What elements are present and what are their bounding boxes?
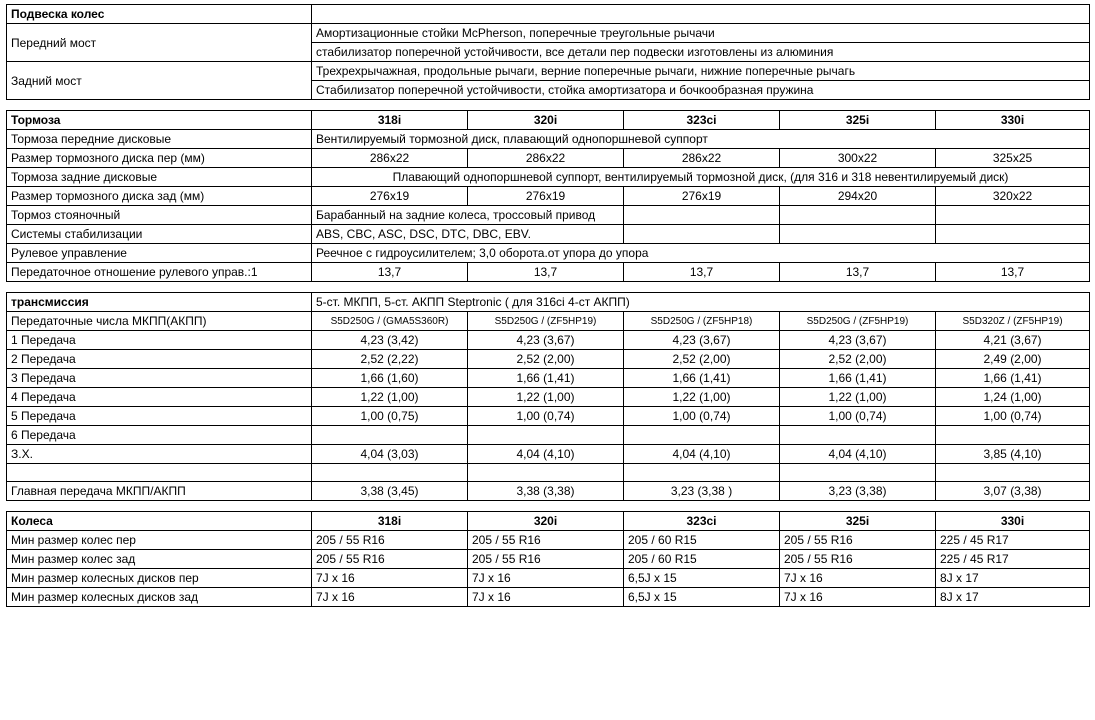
empty-cell <box>624 206 780 225</box>
row-value: 1,24 (1,00) <box>936 388 1090 407</box>
model-header: 325i <box>780 111 936 130</box>
row-value <box>468 464 624 482</box>
table-row <box>7 244 1090 263</box>
row-value: 13,7 <box>936 263 1090 282</box>
row-value: 300х22 <box>780 149 936 168</box>
table-row <box>7 130 1090 149</box>
row-value: 4,21 (3,67) <box>936 331 1090 350</box>
table-row <box>7 312 1090 331</box>
row-value: 4,23 (3,67) <box>468 331 624 350</box>
row-value: 1,00 (0,74) <box>468 407 624 426</box>
row-value: S5D250G / (GMA5S360R) <box>312 312 468 331</box>
row-value: 4,23 (3,67) <box>780 331 936 350</box>
section-title: Подвеска колес <box>7 5 312 24</box>
row-value: ABS, CBC, ASC, DSC, DTC, DBC, EBV. <box>312 225 624 244</box>
row-value: 1,22 (1,00) <box>312 388 468 407</box>
empty-cell <box>312 5 1090 24</box>
row-label: Мин размер колесных дисков зад <box>7 588 312 607</box>
row-value: 276х19 <box>468 187 624 206</box>
row-label: 4 Передача <box>7 388 312 407</box>
empty-cell <box>936 206 1090 225</box>
row-label: Передний мост <box>7 24 312 62</box>
row-value: Вентилируемый тормозной диск, плавающий однопоршневой суппорт <box>312 130 1090 149</box>
row-label: 6 Передача <box>7 426 312 445</box>
table-row <box>7 569 1090 588</box>
row-value: 225 / 45 R17 <box>936 550 1090 569</box>
model-header: 318i <box>312 111 468 130</box>
brakes-table <box>6 110 1090 282</box>
row-value <box>624 464 780 482</box>
model-header: 323ci <box>624 512 780 531</box>
row-value: 8J x 17 <box>936 569 1090 588</box>
model-header: 325i <box>780 512 936 531</box>
row-value: 2,52 (2,22) <box>312 350 468 369</box>
table-row <box>7 168 1090 187</box>
row-value: 225 / 45 R17 <box>936 531 1090 550</box>
model-header: 318i <box>312 512 468 531</box>
row-label: Тормоза передние дисковые <box>7 130 312 149</box>
row-value: 325х25 <box>936 149 1090 168</box>
model-header: 330i <box>936 512 1090 531</box>
table-row <box>7 187 1090 206</box>
row-value: 4,23 (3,42) <box>312 331 468 350</box>
row-label: 3 Передача <box>7 369 312 388</box>
row-label: Системы стабилизации <box>7 225 312 244</box>
table-row <box>7 369 1090 388</box>
row-value: 7J x 16 <box>780 588 936 607</box>
row-label: Задний мост <box>7 62 312 100</box>
table-row <box>7 512 1090 531</box>
row-value: 4,04 (4,10) <box>624 445 780 464</box>
row-value: 7J x 16 <box>780 569 936 588</box>
row-label: Передаточное отношение рулевого управ.:1 <box>7 263 312 282</box>
row-label: Передаточные числа МКПП(АКПП) <box>7 312 312 331</box>
row-value: 1,66 (1,60) <box>312 369 468 388</box>
table-row <box>7 407 1090 426</box>
row-value: 205 / 60 R15 <box>624 550 780 569</box>
row-value: 4,04 (4,10) <box>468 445 624 464</box>
row-label: Мин размер колесных дисков пер <box>7 569 312 588</box>
row-value: 1,66 (1,41) <box>624 369 780 388</box>
row-value <box>780 464 936 482</box>
table-row <box>7 445 1090 464</box>
row-value: 3,38 (3,38) <box>468 482 624 501</box>
row-value: 8J x 17 <box>936 588 1090 607</box>
table-row <box>7 206 1090 225</box>
row-value: 7J x 16 <box>312 569 468 588</box>
row-value: 13,7 <box>312 263 468 282</box>
row-value: 2,52 (2,00) <box>780 350 936 369</box>
row-value: S5D250G / (ZF5HP19) <box>780 312 936 331</box>
row-label: Мин размер колес зад <box>7 550 312 569</box>
table-row <box>7 550 1090 569</box>
row-label: Размер тормозного диска зад (мм) <box>7 187 312 206</box>
empty-cell <box>780 206 936 225</box>
section-title: трансмиссия <box>7 293 312 312</box>
row-value: 205 / 55 R16 <box>468 531 624 550</box>
table-row <box>7 225 1090 244</box>
row-value: 205 / 55 R16 <box>780 550 936 569</box>
table-row <box>7 293 1090 312</box>
model-header: 320i <box>468 512 624 531</box>
row-label: Тормоз стояночный <box>7 206 312 225</box>
model-header: 320i <box>468 111 624 130</box>
row-value: 7J x 16 <box>312 588 468 607</box>
row-value: 4,23 (3,67) <box>624 331 780 350</box>
table-row <box>7 149 1090 168</box>
row-value <box>936 426 1090 445</box>
row-value: 2,52 (2,00) <box>624 350 780 369</box>
row-value: 1,00 (0,74) <box>780 407 936 426</box>
row-value <box>468 426 624 445</box>
row-label: Главная передача МКПП/АКПП <box>7 482 312 501</box>
row-value: 286х22 <box>312 149 468 168</box>
row-value: 1,22 (1,00) <box>468 388 624 407</box>
row-label: Размер тормозного диска пер (мм) <box>7 149 312 168</box>
section-title: Тормоза <box>7 111 312 130</box>
model-header: 330i <box>936 111 1090 130</box>
row-value: 4,04 (3,03) <box>312 445 468 464</box>
row-label: З.Х. <box>7 445 312 464</box>
row-label <box>7 464 312 482</box>
row-value: S5D250G / (ZF5HP18) <box>624 312 780 331</box>
row-value: 3,07 (3,38) <box>936 482 1090 501</box>
row-value <box>780 426 936 445</box>
row-value: 1,00 (0,74) <box>936 407 1090 426</box>
empty-cell <box>780 225 936 244</box>
row-value: 3,38 (3,45) <box>312 482 468 501</box>
row-value: 6,5J x 15 <box>624 569 780 588</box>
table-row <box>7 426 1090 445</box>
row-value: 1,22 (1,00) <box>780 388 936 407</box>
transmission-table <box>6 292 1090 501</box>
wheels-table <box>6 511 1090 607</box>
row-value: 205 / 55 R16 <box>312 550 468 569</box>
row-value: Реечное с гидроусилителем; 3,0 оборота.от упора до упора <box>312 244 1090 263</box>
row-value: Стабилизатор поперечной устойчивости, стойка амортизатора и бочкообразная пружина <box>312 81 1090 100</box>
row-value: 205 / 55 R16 <box>312 531 468 550</box>
row-value: 286х22 <box>624 149 780 168</box>
empty-cell <box>624 225 780 244</box>
row-label: 1 Передача <box>7 331 312 350</box>
row-value <box>312 426 468 445</box>
table-row <box>7 263 1090 282</box>
row-label: 5 Передача <box>7 407 312 426</box>
row-value: 276х19 <box>624 187 780 206</box>
row-value: Плавающий однопоршневой суппорт, вентилируемый тормозной диск, (для 316 и 318 невентилируемый диск) <box>312 168 1090 187</box>
row-value: Амортизационные стойки McPherson, поперечные треугольные рычачи <box>312 24 1090 43</box>
row-value: S5D250G / (ZF5HP19) <box>468 312 624 331</box>
row-value: 13,7 <box>624 263 780 282</box>
row-value: 320х22 <box>936 187 1090 206</box>
row-value: 3,23 (3,38) <box>780 482 936 501</box>
row-value: 6,5J x 15 <box>624 588 780 607</box>
row-value: 1,66 (1,41) <box>468 369 624 388</box>
row-value: 1,66 (1,41) <box>780 369 936 388</box>
row-value: 3,23 (3,38 ) <box>624 482 780 501</box>
empty-cell <box>936 225 1090 244</box>
row-value <box>312 464 468 482</box>
row-value: 1,66 (1,41) <box>936 369 1090 388</box>
row-value: 7J x 16 <box>468 569 624 588</box>
section-title: Колеса <box>7 512 312 531</box>
row-value: 2,52 (2,00) <box>468 350 624 369</box>
row-value: 276х19 <box>312 187 468 206</box>
row-value: 3,85 (4,10) <box>936 445 1090 464</box>
table-row <box>7 62 1090 81</box>
row-value <box>624 426 780 445</box>
table-row <box>7 588 1090 607</box>
row-label: Рулевое управление <box>7 244 312 263</box>
row-value: 5-ст. МКПП, 5-ст. АКПП Steptronic ( для 316ci 4-ст АКПП) <box>312 293 1090 312</box>
row-value <box>936 464 1090 482</box>
row-value: Трехрехрычажная, продольные рычаги, верние поперечные рычаги, нижние поперечные рычагь <box>312 62 1090 81</box>
table-row <box>7 531 1090 550</box>
row-value: 1,00 (0,75) <box>312 407 468 426</box>
table-row <box>7 24 1090 43</box>
row-value: 1,22 (1,00) <box>624 388 780 407</box>
table-row <box>7 331 1090 350</box>
suspension-table <box>6 4 1090 100</box>
table-row <box>7 482 1090 501</box>
row-value: 13,7 <box>780 263 936 282</box>
row-value: 205 / 55 R16 <box>468 550 624 569</box>
row-value: 1,00 (0,74) <box>624 407 780 426</box>
table-row <box>7 5 1090 24</box>
table-row <box>7 350 1090 369</box>
table-row <box>7 388 1090 407</box>
row-value: S5D320Z / (ZF5HP19) <box>936 312 1090 331</box>
row-label: Мин размер колес пер <box>7 531 312 550</box>
row-value: 2,49 (2,00) <box>936 350 1090 369</box>
row-label: 2 Передача <box>7 350 312 369</box>
row-value: стабилизатор поперечной устойчивости, все детали пер подвески изготовлены из алюминия <box>312 43 1090 62</box>
table-row <box>7 464 1090 482</box>
model-header: 323ci <box>624 111 780 130</box>
table-row <box>7 111 1090 130</box>
row-value: 13,7 <box>468 263 624 282</box>
row-value: 294х20 <box>780 187 936 206</box>
row-value: 7J x 16 <box>468 588 624 607</box>
row-value: 4,04 (4,10) <box>780 445 936 464</box>
row-label: Тормоза задние дисковые <box>7 168 312 187</box>
row-value: 205 / 55 R16 <box>780 531 936 550</box>
row-value: 205 / 60 R15 <box>624 531 780 550</box>
row-value: 286х22 <box>468 149 624 168</box>
row-value: Барабанный на задние колеса, тросcовый привод <box>312 206 624 225</box>
